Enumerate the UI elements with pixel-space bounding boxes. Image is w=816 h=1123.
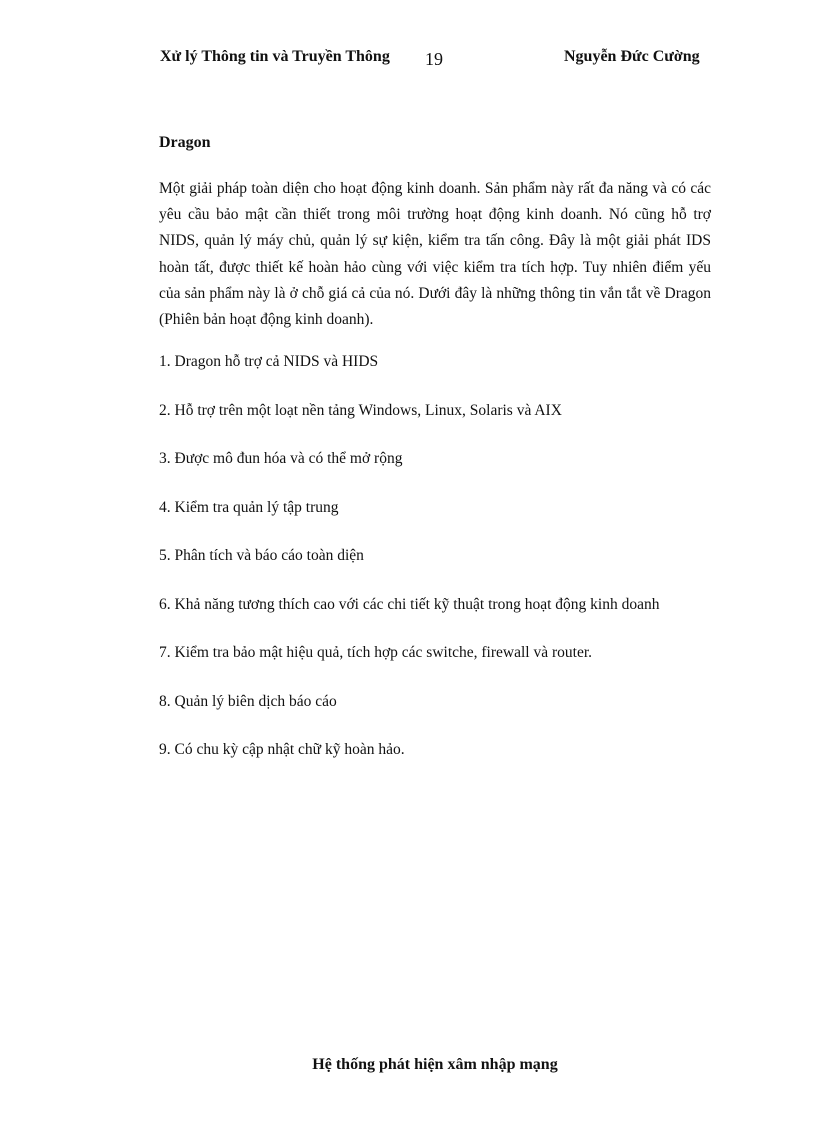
page-number: 19 (425, 49, 443, 69)
list-item: 4. Kiểm tra quản lý tập trung (159, 498, 339, 516)
list-item: 3. Được mô đun hóa và có thể mở rộng (159, 450, 403, 468)
feature-list (159, 351, 711, 761)
header-author: Nguyễn Đức Cường (564, 48, 700, 65)
list-item: 2. Hỗ trợ trên một loạt nền tảng Windows, Linux, Solaris và AIX (159, 401, 562, 419)
list-item: 1. Dragon hỗ trợ cả NIDS và HIDS (159, 353, 379, 371)
header-course-title: Xử lý Thông tin và Truyền Thông (160, 48, 390, 65)
section-title: Dragon (159, 134, 211, 151)
list-item: 9. Có chu kỳ cập nhật chữ kỹ hoàn hảo. (159, 741, 405, 759)
footer-title: Hệ thống phát hiện xâm nhập mạng (312, 1056, 558, 1073)
intro-paragraph: Một giải pháp toàn diện cho hoạt động kinh doanh. Sản phẩm này rất đa năng và có các yêu cầu bảo mật cần thiết trong môi trường hoạt động kinh doanh. Nó cũng hỗ trợ NIDS, quản lý máy chủ, quản lý sự kiện, kiểm tra tấn công. Đây là một giải phát IDS hoàn tất, được thiết kế hoàn hảo cùng với việc kiểm tra tích hợp. Tuy nhiên điểm yếu của sản phẩm này là ở chỗ giá cả của nó. Dưới đây là những thông tin vắn tắt về Dragon (Phiên bản hoạt động kinh doanh). (159, 180, 711, 329)
list-item: 6. Khả năng tương thích cao với các chi tiết kỹ thuật trong hoạt động kinh doanh (159, 595, 660, 613)
page-header (0, 48, 816, 72)
list-item: 8. Quản lý biên dịch báo cáo (159, 692, 337, 710)
list-item: 7. Kiểm tra bảo mật hiệu quả, tích hợp các switche, firewall và router. (159, 644, 593, 662)
list-item: 5. Phân tích và báo cáo toàn diện (159, 547, 364, 565)
page-content (159, 132, 711, 788)
page-footer (0, 1056, 816, 1074)
